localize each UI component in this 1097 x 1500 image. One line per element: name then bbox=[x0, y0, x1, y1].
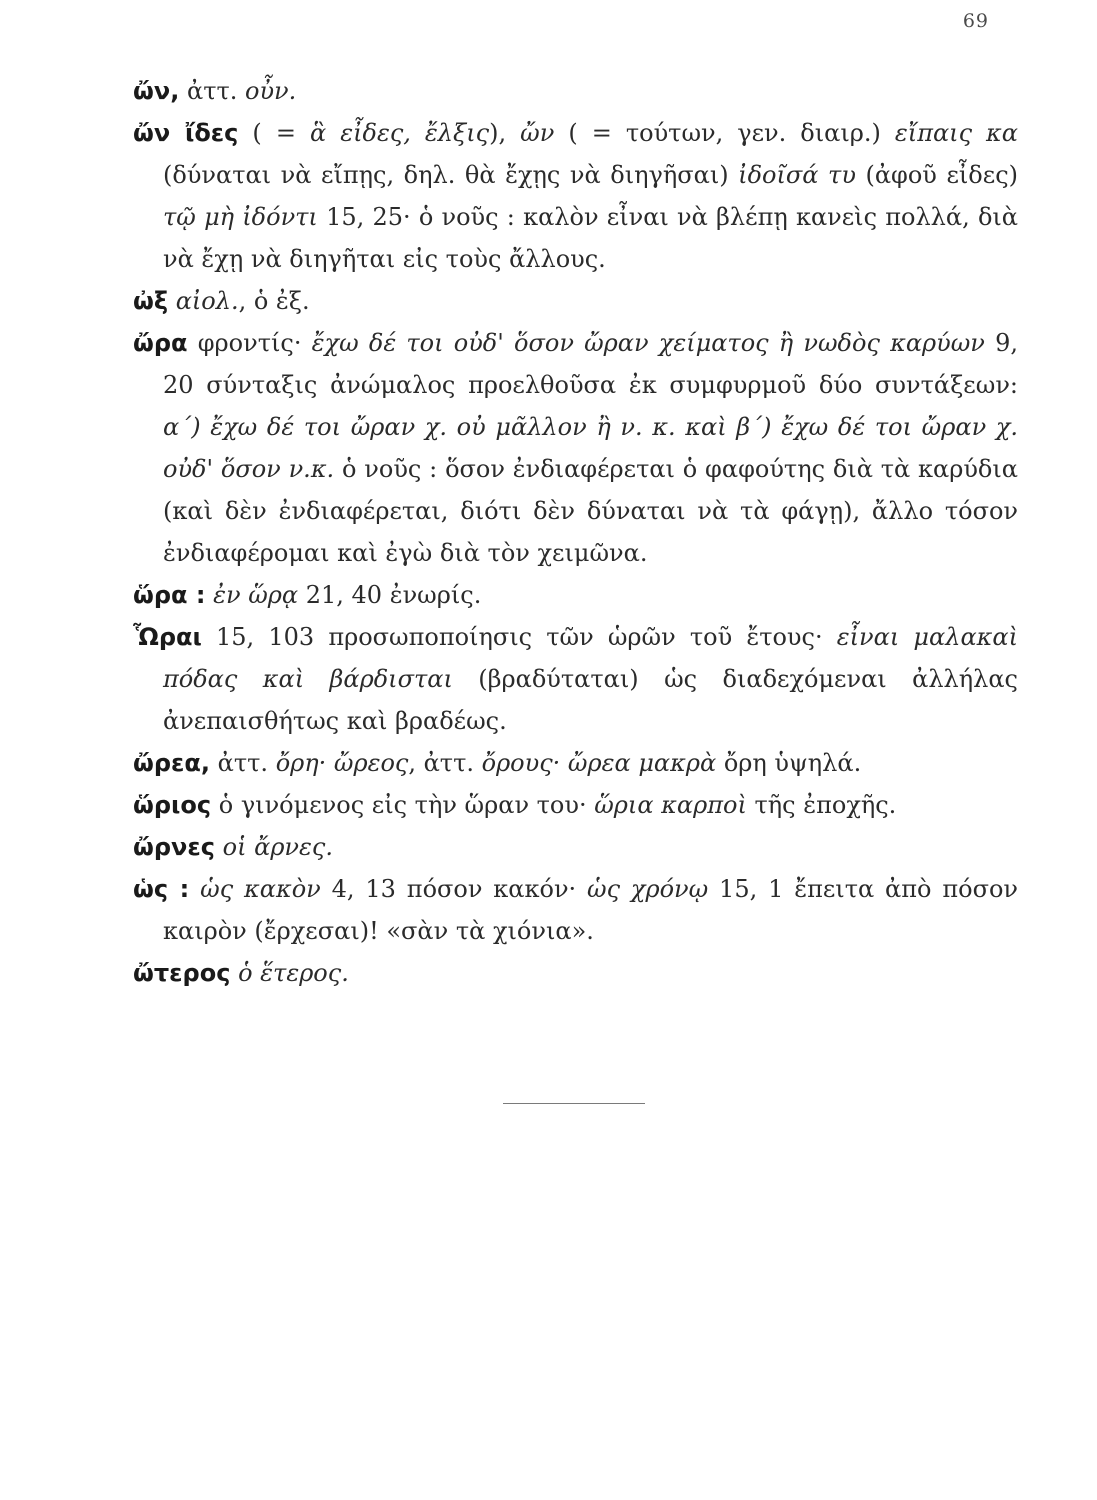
definition-text: ἀττ. bbox=[186, 77, 246, 105]
page-number: 69 bbox=[962, 10, 989, 32]
dictionary-entry bbox=[133, 868, 1018, 952]
definition-text: 9, 20 σύνταξις ἀνώμαλος προελθοῦσα ἐκ συμφυρμοῦ δύο συντάξεων: bbox=[163, 329, 1018, 399]
definition-text: ὄρη ὑψηλά. bbox=[716, 749, 862, 777]
definition-text: ὁ νοῦς : ὅσον ἐνδιαφέρεται ὁ φαφούτης διὰ τὰ καρύδια (καὶ δὲν ἐνδιαφέρεται, διότι δὲν δύναται νὰ τὰ φάγῃ), ἄλλο τόσον ἐνδιαφέρομαι καὶ ἐγὼ διὰ τὸν χειμῶνα. bbox=[163, 455, 1018, 567]
definition-text: 15, 1 ἔπειτα ἀπὸ πόσον καιρὸν (ἔρχεσαι)! «σὰν τὰ χιόνια». bbox=[163, 875, 1018, 945]
dictionary-entry bbox=[133, 784, 1018, 826]
definition-text: 4, 13 πόσον κακόν· bbox=[320, 875, 588, 903]
italic-text: ὥρια καρποὶ bbox=[594, 791, 747, 819]
headword: ὥρα bbox=[133, 581, 188, 609]
definition-text: (βραδύταται) ὡς διαδεχόμεναι ἀλλήλας ἀνεπαισθήτως καὶ βραδέως. bbox=[163, 665, 1018, 735]
headword: ὥριος bbox=[133, 791, 212, 819]
end-rule bbox=[503, 1103, 645, 1104]
headword: Ὧραι bbox=[133, 623, 202, 651]
headword: ὤρνες bbox=[133, 833, 215, 861]
dictionary-entry bbox=[133, 70, 1018, 112]
italic-text: ἰδοῖσά τυ bbox=[738, 161, 856, 189]
dictionary-entry bbox=[133, 742, 1018, 784]
italic-text: αἰολ. bbox=[175, 287, 239, 315]
headword-punctuation: : bbox=[187, 581, 206, 609]
dictionary-entry bbox=[133, 280, 1018, 322]
definition-text: τῆς ἐποχῆς. bbox=[746, 791, 897, 819]
italic-text: οἱ ἄρνες. bbox=[222, 833, 333, 861]
headword: ὡς bbox=[133, 875, 169, 903]
italic-text: ὡς χρόνῳ bbox=[587, 875, 709, 903]
headword: ὤρεα bbox=[133, 749, 201, 777]
dictionary-entry bbox=[133, 574, 1018, 616]
dictionary-entries bbox=[133, 70, 1018, 994]
definition-text: , ὁ ἐξ. bbox=[238, 287, 310, 315]
italic-text: τῷ μὴ ἰδόντι bbox=[163, 203, 318, 231]
headword: ὤρα bbox=[133, 329, 188, 357]
definition-text: ὁ γινόμενος εἰς τὴν ὥραν του· bbox=[218, 791, 595, 819]
italic-text: ὡς κακὸν bbox=[200, 875, 321, 903]
definition-text: ( = bbox=[252, 119, 310, 147]
dictionary-entry bbox=[133, 322, 1018, 574]
italic-text: ὄρη· ὤρεος bbox=[275, 749, 409, 777]
dictionary-entry bbox=[133, 112, 1018, 280]
headword: ὤν ἴδες bbox=[133, 119, 239, 147]
definition-text: 15, 103 προσωποποίησις τῶν ὡρῶν τοῦ ἔτους· bbox=[216, 623, 837, 651]
definition-text: ( = τούτων, γεν. διαιρ.) bbox=[554, 119, 895, 147]
definition-text: φροντίς· bbox=[197, 329, 312, 357]
dictionary-entry bbox=[133, 952, 1018, 994]
definition-text: 21, 40 ἐνωρίς. bbox=[298, 581, 482, 609]
italic-text: οὖν. bbox=[245, 77, 297, 105]
italic-text: ἐν ὥρᾳ bbox=[213, 581, 299, 609]
definition-text: ἀττ. bbox=[217, 749, 276, 777]
dictionary-entry bbox=[133, 616, 1018, 742]
italic-text: ὤν bbox=[520, 119, 555, 147]
definition-text: ), bbox=[489, 119, 521, 147]
italic-text: ἃ εἶδες, ἔλξις bbox=[309, 119, 490, 147]
headword: ὠξ bbox=[133, 287, 169, 315]
italic-text: εἴπαις κα bbox=[894, 119, 1019, 147]
definition-text: , ἀττ. bbox=[408, 749, 482, 777]
italic-text: εἶναι μαλακαὶ πόδας καὶ βάρδισται bbox=[163, 623, 1019, 693]
headword-punctuation: : bbox=[168, 875, 190, 903]
headword: ὤτερος bbox=[133, 959, 231, 987]
italic-text: ἔχω δέ τοι οὐδ' ὅσον ὤραν χείματος ἢ νωδὸς καρύων bbox=[311, 329, 985, 357]
italic-text: α΄) ἔχω δέ τοι ὤραν χ. οὐ μᾶλλον ἢ ν. κ. καὶ β΄) ἔχω δέ τοι ὤραν χ. οὐδ' ὅσον ν.κ. bbox=[163, 413, 1018, 483]
italic-text: ὁ ἕτερος. bbox=[238, 959, 349, 987]
headword: ὤν bbox=[133, 77, 171, 105]
headword-punctuation: , bbox=[200, 749, 211, 777]
definition-text: (ἀφοῦ εἶδες) bbox=[855, 161, 1018, 189]
dictionary-entry bbox=[133, 826, 1018, 868]
definition-text: 15, 25· ὁ νοῦς : καλὸν εἶναι νὰ βλέπῃ κανεὶς πολλά, διὰ νὰ ἔχῃ νὰ διηγῆται εἰς τοὺς ἄλλους. bbox=[163, 203, 1019, 273]
definition-text: (δύναται νὰ εἴπῃς, δηλ. θὰ ἔχῃς νὰ διηγῆσαι) bbox=[163, 161, 739, 189]
headword-punctuation: , bbox=[170, 77, 180, 105]
italic-text: ὄρους· ὤρεα μακρὰ bbox=[481, 749, 717, 777]
